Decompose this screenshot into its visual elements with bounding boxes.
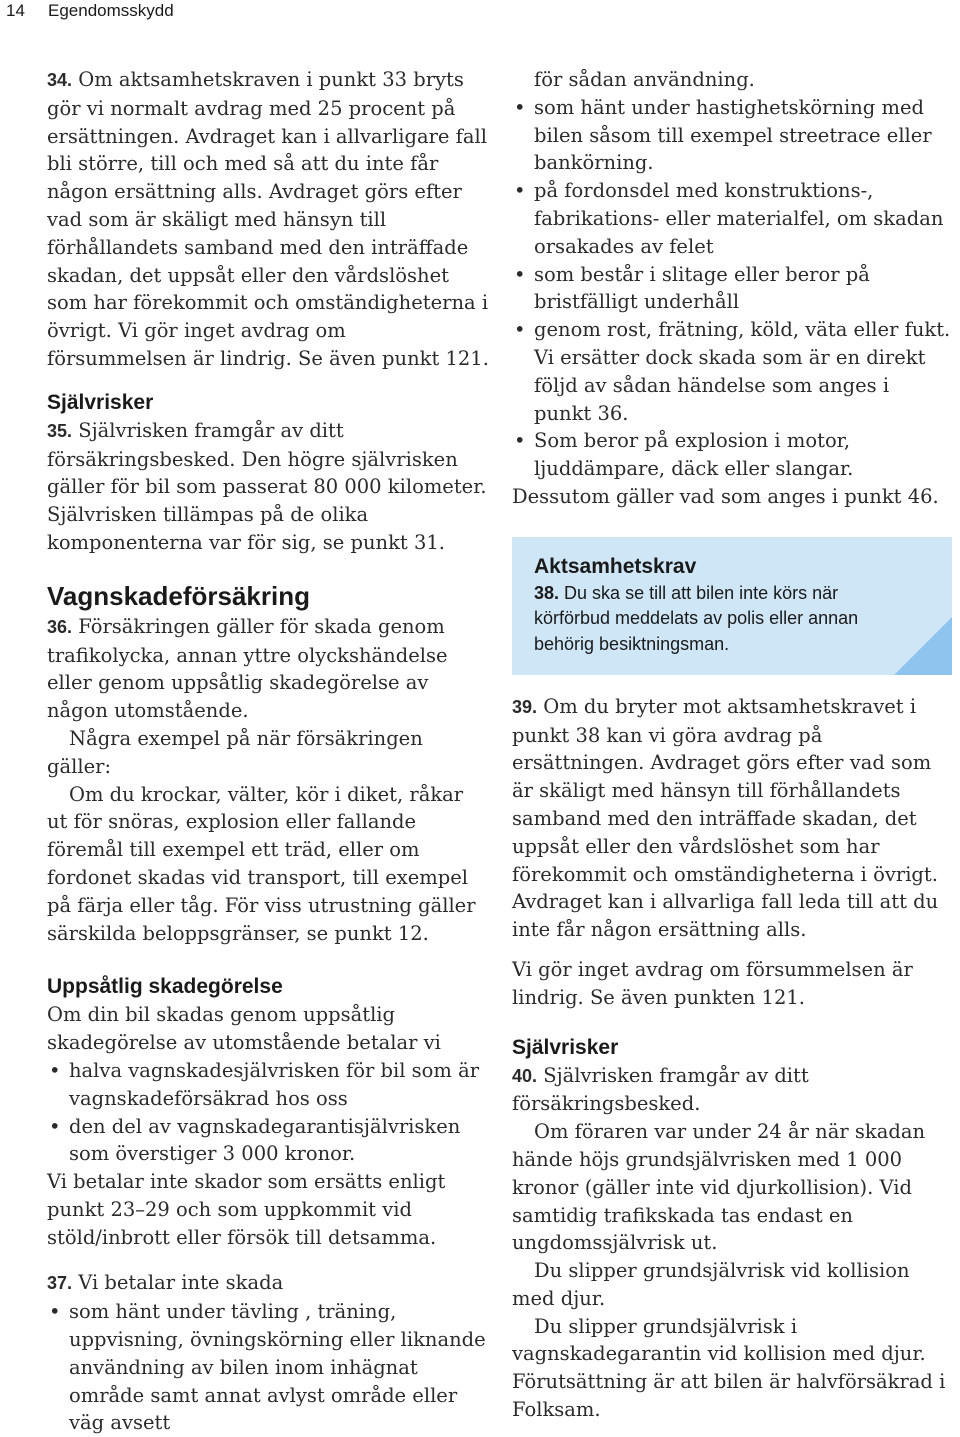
paragraph-text: Självrisken framgår av ditt försäkringsbesked. — [512, 1063, 809, 1116]
paragraph-40 — [512, 1062, 952, 1119]
box-body — [534, 581, 866, 658]
paragraph-39 — [512, 693, 952, 944]
paragraph-36-examples: Några exempel på när försäkringen gäller: — [47, 726, 423, 778]
paragraph-number: 39. — [512, 696, 538, 717]
paragraph-text: Försäkringen gäller för skada genom trafikolycka, annan yttre olyckshändelse eller genom uppsåtlig skadegörelse av någon utomstående. — [47, 614, 448, 723]
list-item: • Som beror på explosion i motor, ljuddämpare, däck eller slangar. — [512, 427, 952, 483]
p37-continuation: för sådan användning. — [534, 68, 755, 91]
paragraph-number: 38. — [534, 582, 560, 603]
uppsatlig-outro: Vi betalar inte skador som ersätts enligt punkt 23–29 och som uppkommit vid stöld/inbrott eller försök till detsamma. — [47, 1170, 446, 1249]
paragraph-36-examples-text: Om du krockar, välter, kör i diket, råkar ut för snöras, explosion eller fallande föremål till exempel ett träd, eller om fordonet skadas vid transport, till exempel på färja eller tåg. För viss utrustning gäller särskilda beloppsgränser, se punkt 12. — [47, 782, 476, 945]
list-item: • halva vagnskadesjälvrisken för bil som är vagnskadeförsäkrad hos oss — [47, 1057, 489, 1113]
heading-vagnskadeforsakring: Vagnskadeförsäkring — [47, 580, 310, 611]
box-title: Aktsamhetskrav — [534, 554, 697, 578]
p37-outro: Dessutom gäller vad som anges i punkt 46. — [512, 484, 939, 508]
paragraph-40-p4: Du slipper grundsjälvrisk i vagnskadegarantin vid kollision med djur. Förutsättning är att bilen är halvförsäkrad i Folksam. — [512, 1314, 946, 1422]
paragraph-number: 36. — [47, 616, 73, 637]
paragraph-number: 37. — [47, 1273, 73, 1294]
paragraph-39-extra: Vi gör inget avdrag om försummelsen är lindrig. Se även punkten 121. — [512, 957, 913, 1009]
paragraph-number: 35. — [47, 420, 73, 441]
paragraph-text: Om aktsamhetskraven i punkt 33 bryts gör vi normalt avdrag med 25 procent på ersättningen. Avdraget kan i allvarligare fall bli större, till och med så att du inte får någon ersättning alls. Avdraget görs efter vad som är skäligt med hänsyn till förhållandets samband med den inträffade skadan, det uppsåt eller den vårdslöshet som har förekommit och omständigheterna i övrigt. Vi gör inget avdrag om försummelsen är lindrig. Se även punkt 121. — [47, 68, 489, 370]
paragraph-text: Självrisken framgår av ditt försäkringsbesked. Den högre självrisken gäller för bil som passerat 80 000 kilometer. Självrisken tillämpas på de olika komponenterna var för sig, se punkt 31. — [47, 418, 487, 554]
list-item: • den del av vagnskadegarantisjälvrisken som överstiger 3 000 kronor. — [47, 1113, 489, 1169]
paragraph-text: Om du bryter mot aktsamhetskravet i punkt 38 kan vi göra avdrag på ersättningen. Avdraget görs efter vad som är skäligt med hänsyn till förhållandets samband med den inträffade skadan, det uppsåt eller den vårdslöshet som har förekommit och omständigheterna i övrigt. Avdraget kan i allvarliga fall leda till att du inte får någon ersättning alls. — [512, 694, 939, 942]
paragraph-40-p2: Om föraren var under 24 år när skadan hände höjs grundsjälvrisken med 1 000 kronor (gäller inte vid djurkollision). Vid samtidig trafikskada tas endast en ungdomssjälvrisk ut. — [512, 1120, 925, 1255]
aktsamhetskrav-box — [512, 537, 952, 675]
paragraph-35 — [47, 417, 489, 557]
paragraph-36 — [47, 613, 489, 725]
paragraph-number: 34. — [47, 70, 73, 90]
list-item: • på fordonsdel med konstruktions-, fabrikations- eller materialfel, om skadan orsakades av felet — [512, 177, 952, 260]
right-column — [512, 66, 952, 1424]
list-item: • som hänt under hastighetskörning med bilen såsom till exempel streetrace eller bankörning. — [512, 94, 952, 177]
paragraph-37 — [47, 1269, 489, 1298]
page-section-title: Egendomsskydd — [48, 1, 174, 20]
list-item: • som hänt under tävling , träning, uppvisning, övningskörning eller liknande användning av bilen inom inhägnat område samt annat avlyst område eller väg avsett — [47, 1298, 489, 1437]
page-corner-fold — [894, 617, 952, 675]
paragraph-text: Du ska se till att bilen inte körs när körförbud meddelats av polis eller annan behörig besiktningsman. — [534, 582, 859, 654]
paragraph-number: 40. — [512, 1065, 538, 1086]
p37-bullet-list — [512, 94, 952, 483]
uppsatlig-intro: Om din bil skadas genom uppsåtlig skadegörelse av utomstående betalar vi — [47, 1003, 441, 1055]
paragraph-34 — [47, 66, 489, 373]
page-number: 14 — [6, 1, 25, 20]
paragraph-40-p3: Du slipper grundsjälvrisk vid kollision med djur. — [512, 1259, 910, 1310]
list-item: • genom rost, frätning, köld, väta eller fukt. Vi ersätter dock skada som är en direkt följd av sådan händelse som anges i punkt 36. — [512, 316, 952, 427]
uppsatlig-bullet-list — [47, 1057, 489, 1168]
list-item: • som består i slitage eller beror på bristfälligt underhåll — [512, 261, 952, 317]
paragraph-text: Vi betalar inte skada — [78, 1271, 284, 1295]
heading-sjalvrisker: Självrisker — [47, 390, 154, 414]
left-column — [47, 66, 489, 1437]
page-header — [0, 0, 960, 24]
heading-uppsatlig-skadegorelse: Uppsåtlig skadegörelse — [47, 975, 283, 999]
heading-sjalvrisker-right: Självrisker — [512, 1035, 619, 1059]
p37-bullet-list-start — [47, 1298, 489, 1437]
